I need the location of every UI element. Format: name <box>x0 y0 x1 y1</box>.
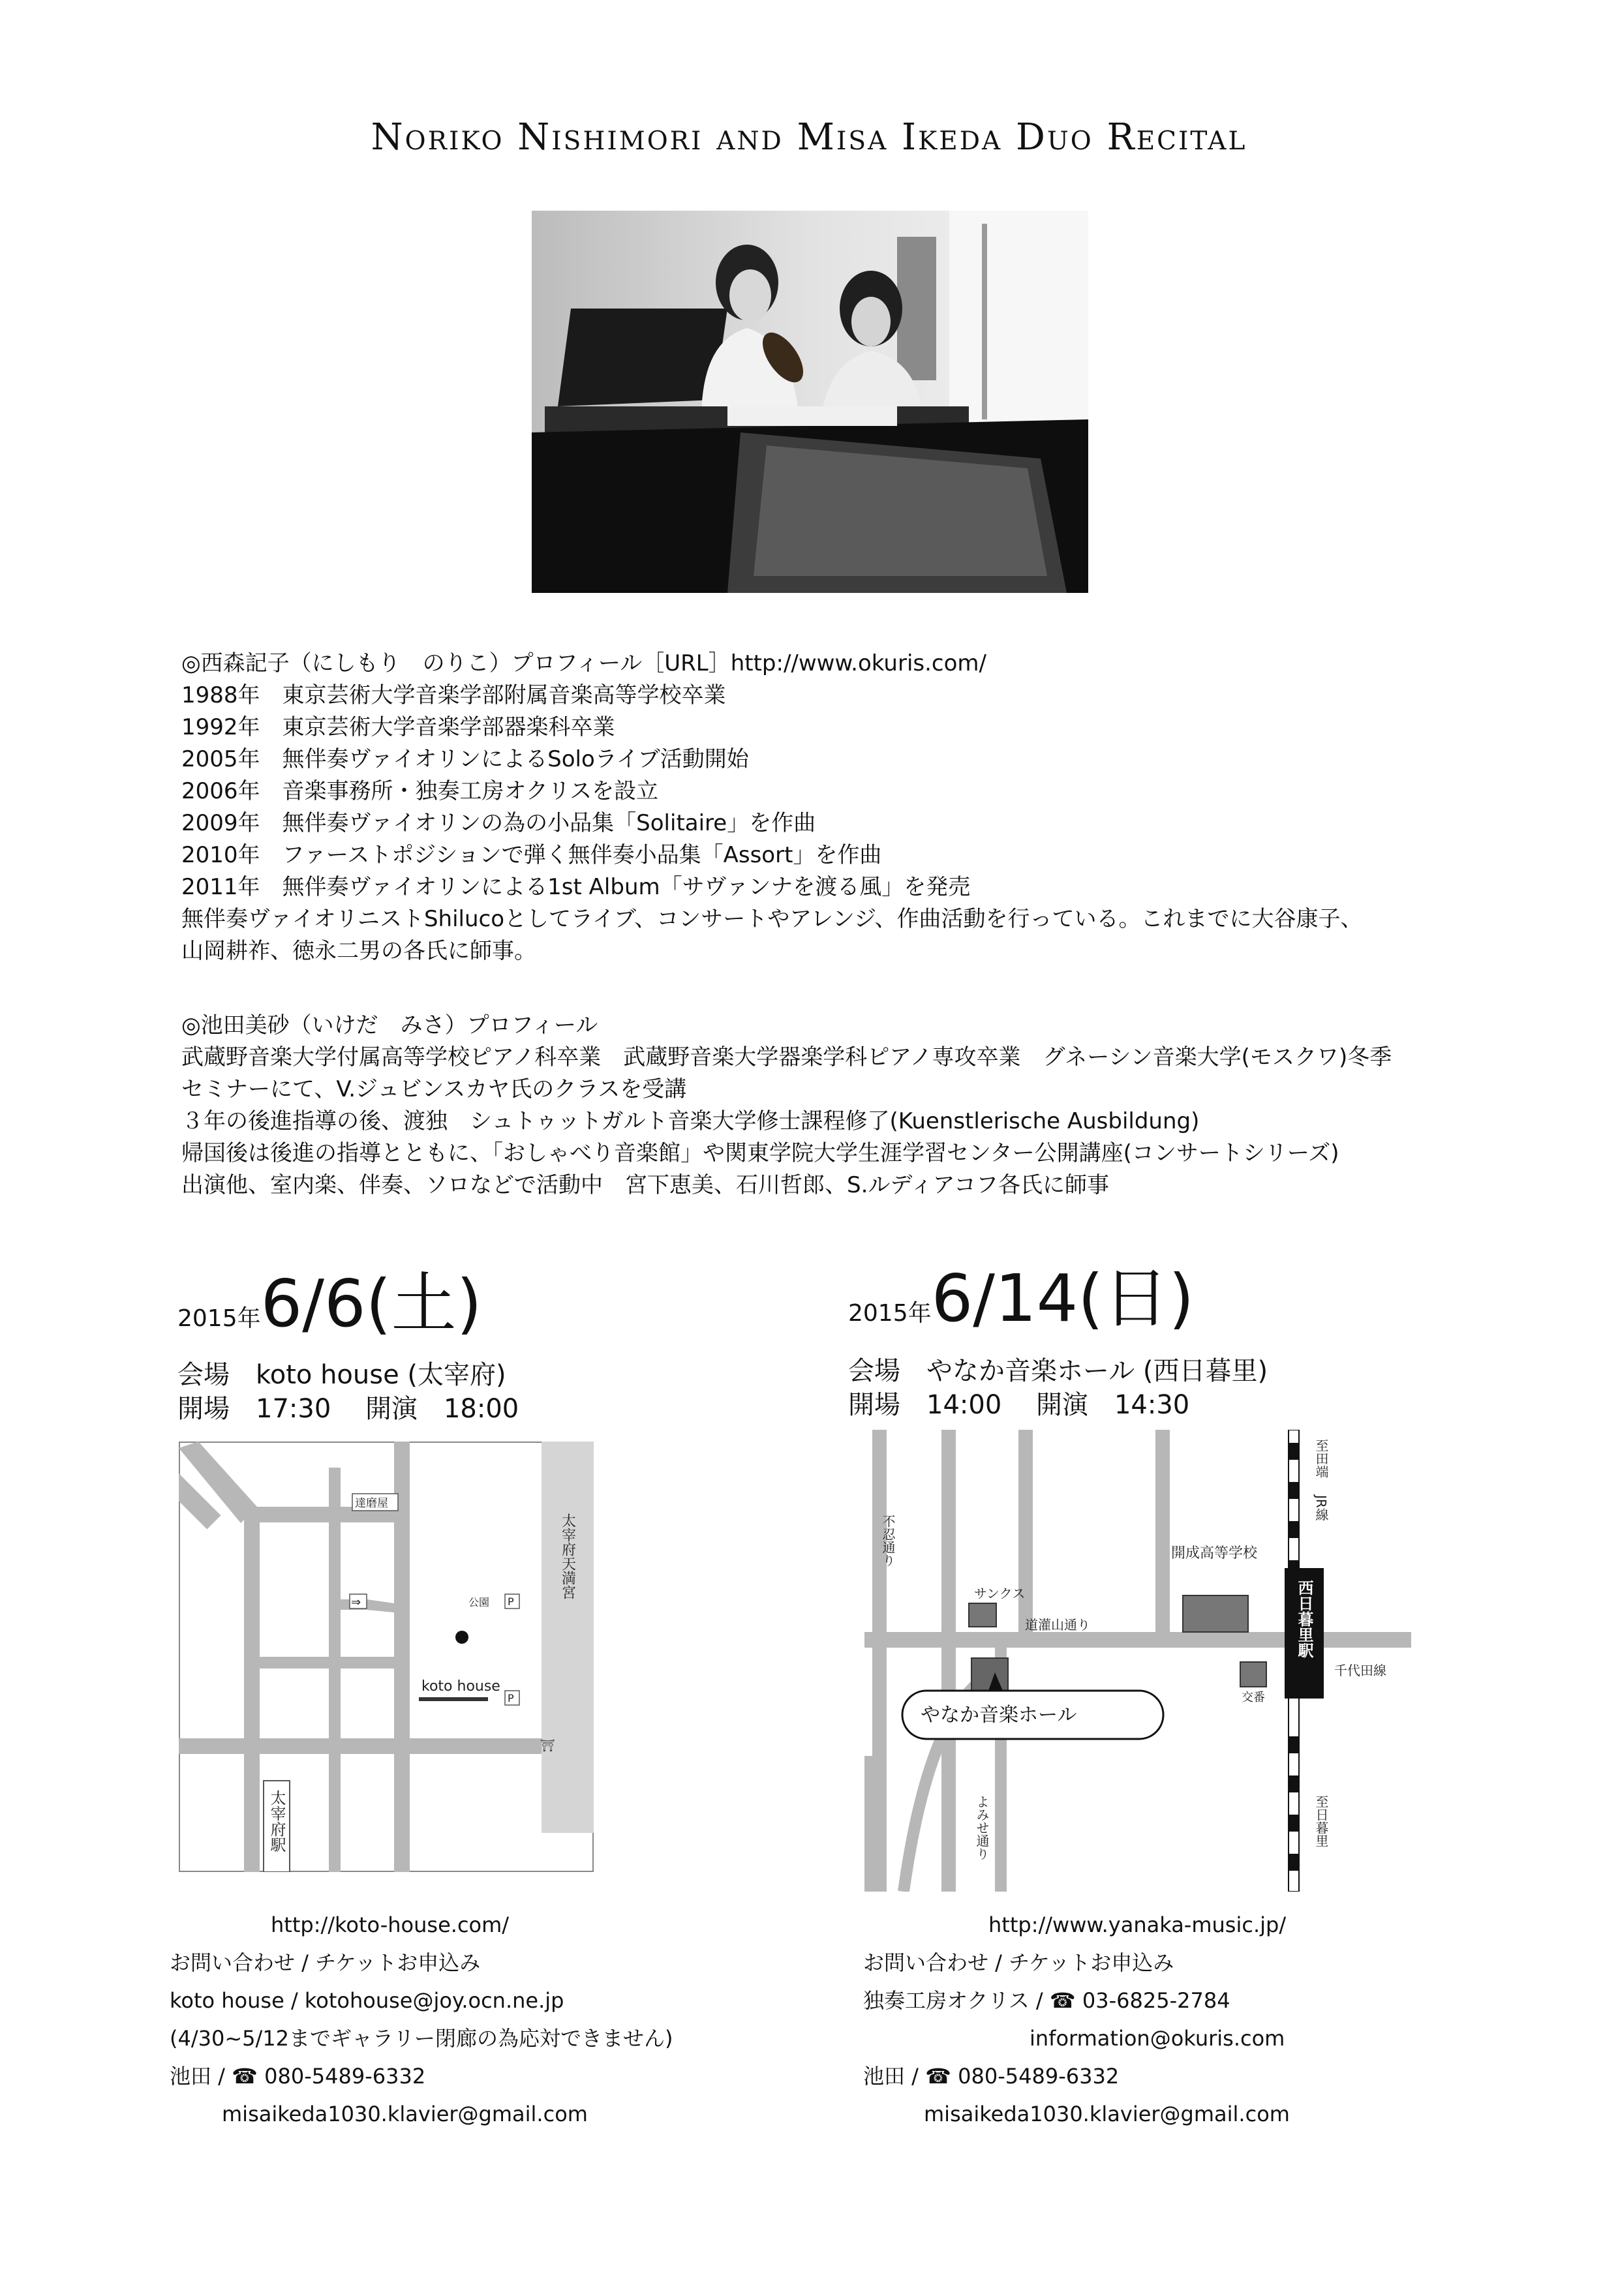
contact-line: 池田 / ☎ 080-5489-6332 <box>170 2064 426 2089</box>
concert1-day: 6/6(土) <box>260 1265 482 1342</box>
map2-sunkus-label: サンクス <box>974 1586 1026 1601</box>
map2-jr-label: JR線 <box>1313 1495 1329 1521</box>
profile-line: 山岡耕祚、徳永二男の各氏に師事。 <box>181 938 536 964</box>
concert2-url[interactable]: http://www.yanaka-music.jp/ <box>988 1912 1287 1937</box>
concert2-contact <box>863 1944 1290 2133</box>
profile-line: ３年の後進指導の後、渡独 シュトゥットガルト音楽大学修士課程修了(Kuenstlerische Ausbildung) <box>181 1108 1200 1134</box>
contact-line: information@okuris.com <box>1030 2026 1285 2051</box>
profile-heading: ◎池田美砂（いけだ みさ）プロフィール <box>181 1012 598 1038</box>
contact-line: 池田 / ☎ 080-5489-6332 <box>863 2064 1120 2089</box>
profile-line: 出演他、室内楽、伴奏、ソロなどで活動中 宮下恵美、石川哲郎、S.ルディアコフ各氏に師事 <box>181 1172 1109 1198</box>
contact-heading: お問い合わせ / チケットお申込み <box>170 1950 481 1975</box>
duo-photo <box>532 211 1088 593</box>
map2-koban-label: 交番 <box>1242 1691 1265 1704</box>
map1-station-label: 太宰府駅 <box>267 1790 286 1852</box>
profile-ikeda <box>181 1010 1392 1201</box>
map2-chiyoda-label: 千代田線 <box>1334 1663 1386 1678</box>
profile-line: 帰国後は後進の指導とともに、「おしゃべり音楽館」や関東学院大学生涯学習センター公開講座(コンサートシリーズ) <box>181 1140 1339 1166</box>
profile-line: 2011年 無伴奏ヴァイオリンによる1st Album「サヴァンナを渡る風」を発売 <box>181 874 971 900</box>
map2-school-label: 開成高等学校 <box>1171 1545 1258 1562</box>
profile-line: セミナーにて、V.ジュビンスカヤ氏のクラスを受講 <box>181 1076 687 1102</box>
contact-line: (4/30~5/12までギャラリー閉廊の為応対できません) <box>170 2026 673 2051</box>
map2-shinobazu-label: 不忍通り <box>880 1515 896 1567</box>
profile-heading: ◎西森記子（にしもり のりこ）プロフィール［URL］http://www.okuris.com/ <box>181 650 986 676</box>
contact-heading: お問い合わせ / チケットお申込み <box>863 1950 1174 1975</box>
map2-to-tabata-label: 至田端 <box>1313 1439 1329 1478</box>
map-yanaka-hall <box>864 1430 1411 1892</box>
profile-line: 2005年 無伴奏ヴァイオリンによるSoloライブ活動開始 <box>181 746 749 772</box>
recital-title: Noriko Nishimori and Misa Ikeda Duo Recital <box>371 116 1247 159</box>
map1-shop-label: 達磨屋 <box>355 1497 388 1510</box>
profile-line: 2009年 無伴奏ヴァイオリンの為の小品集「Solitaire」を作曲 <box>181 810 816 836</box>
contact-line: misaikeda1030.klavier@gmail.com <box>222 2102 588 2126</box>
concert1-year: 2015年 <box>177 1305 261 1332</box>
map2-to-nippori-label: 至日暮里 <box>1313 1795 1329 1847</box>
concert2-time: 開場 14:00 開演 14:30 <box>848 1390 1190 1420</box>
map2-dokanyama-label: 道灌山通り <box>1025 1617 1090 1633</box>
map1-park-label: 公園 <box>468 1596 490 1609</box>
concert1-date <box>177 1251 482 1345</box>
map1-torii: ⛩ <box>540 1739 555 1753</box>
concert2-year: 2015年 <box>848 1300 932 1327</box>
profile-line: 1988年 東京芸術大学音楽学部附属音楽高等学校卒業 <box>181 682 726 708</box>
map2-hall-label: やなか音楽ホール <box>921 1704 1077 1727</box>
map2-station-label: 西日暮里駅 <box>1295 1580 1313 1658</box>
profile-line: 無伴奏ヴァイオリニストShilucoとしてライブ、コンサートやアレンジ、作曲活動を行っている。これまでに大谷康子、 <box>181 906 1363 932</box>
map1-arrow: ⇒ <box>351 1595 361 1609</box>
contact-line: 独奏工房オクリス / ☎ 03-6825-2784 <box>863 1988 1230 2013</box>
concert1-url[interactable]: http://koto-house.com/ <box>271 1912 510 1937</box>
concert1-contact <box>170 1944 673 2133</box>
map1-parking-1: P <box>508 1595 514 1608</box>
concert2-venue: 会場 やなか音楽ホール (西日暮里) <box>848 1356 1268 1386</box>
concert1-venue: 会場 koto house (太宰府) <box>177 1360 506 1390</box>
profile-line: 武蔵野音楽大学付属高等学校ピアノ科卒業 武蔵野音楽大学器楽学科ピアノ専攻卒業 グネーシン音楽大学(モスクワ)冬季 <box>181 1044 1392 1070</box>
map2-yomise-label: よみせ通り <box>974 1795 990 1860</box>
map1-house-label: koto house <box>421 1678 500 1695</box>
concert1-time: 開場 17:30 開演 18:00 <box>177 1394 519 1424</box>
profile-line: 2010年 ファーストポジションで弾く無伴奏小品集「Assort」を作曲 <box>181 842 882 868</box>
profile-nishimori <box>181 648 1362 967</box>
contact-line: misaikeda1030.klavier@gmail.com <box>924 2102 1290 2126</box>
contact-line: koto house / kotohouse@joy.ocn.ne.jp <box>170 1988 564 2013</box>
profile-line: 1992年 東京芸術大学音楽学部器楽科卒業 <box>181 714 615 740</box>
concert2-date <box>848 1246 1194 1340</box>
map-koto-house <box>179 1442 594 1872</box>
map1-parking-2: P <box>508 1692 514 1704</box>
concert2-day: 6/14(日) <box>931 1260 1195 1337</box>
profile-line: 2006年 音楽事務所・独奏工房オクリスを設立 <box>181 778 659 804</box>
map1-shrine-label: 太宰府天満宮 <box>559 1513 576 1599</box>
